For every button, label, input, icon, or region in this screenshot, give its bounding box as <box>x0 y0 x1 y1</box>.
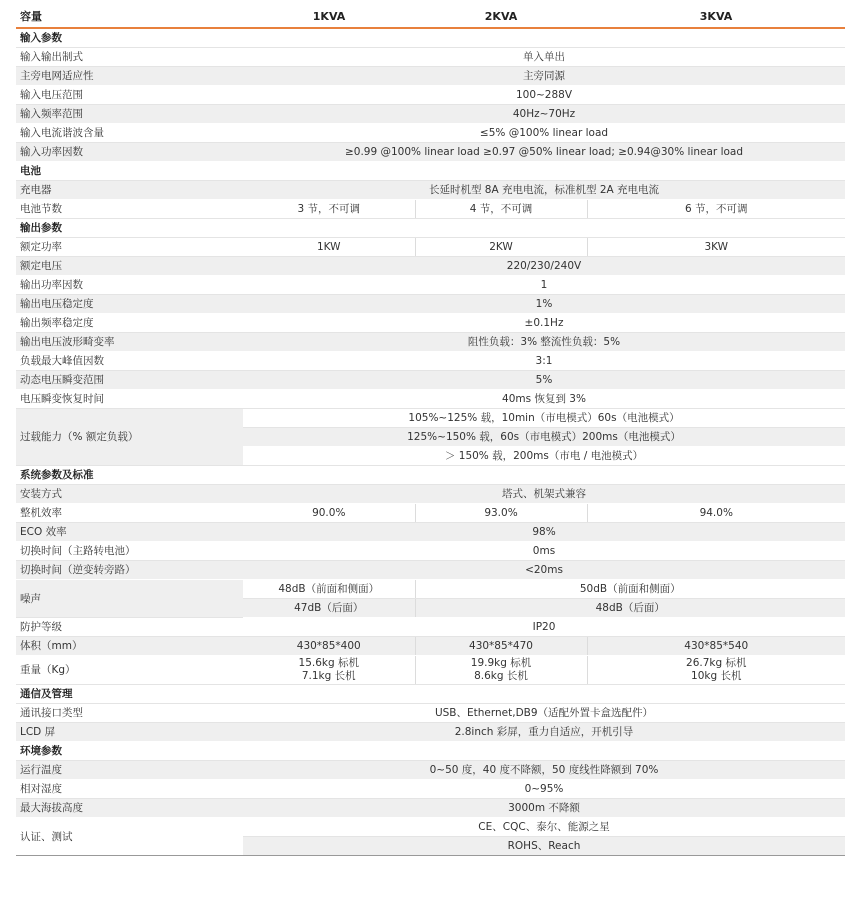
weight-standard: 15.6kg 标机 <box>298 657 359 669</box>
row-value: 105%~125% 载，10min（市电模式）60s（电池模式） <box>243 409 845 428</box>
row-label: 输入输出制式 <box>16 48 243 67</box>
row-value: <20ms <box>243 561 845 580</box>
section-title: 输入参数 <box>16 28 845 48</box>
weight-long: 10kg 长机 <box>691 670 742 682</box>
table-row <box>16 390 845 409</box>
table-row <box>16 124 845 143</box>
table-row <box>16 761 845 780</box>
row-label: 电压瞬变恢复时间 <box>16 390 243 409</box>
row-label: 相对湿度 <box>16 780 243 799</box>
row-label: 电池节数 <box>16 200 243 219</box>
table-row <box>16 86 845 105</box>
row-value-1kva <box>243 656 415 685</box>
row-label: 主旁电网适应性 <box>16 67 243 86</box>
row-value: 40ms 恢复到 3% <box>243 390 845 409</box>
row-value-2-3kva: 50dB（前面和侧面） <box>415 580 845 599</box>
table-row <box>16 542 845 561</box>
row-value-2kva: 2KW <box>415 238 587 257</box>
table-row <box>16 143 845 162</box>
section-title: 系统参数及标准 <box>16 466 845 485</box>
row-value: 5% <box>243 371 845 390</box>
table-row <box>16 295 845 314</box>
table-row <box>16 238 845 257</box>
header-capacity: 容量 <box>16 5 243 28</box>
weight-long: 8.6kg 长机 <box>474 670 528 682</box>
section-system <box>16 466 845 485</box>
table-row <box>16 67 845 86</box>
row-value: USB、Ethernet,DB9（适配外置卡盒选配件） <box>243 704 845 723</box>
section-environment <box>16 742 845 761</box>
row-value: IP20 <box>243 618 845 637</box>
table-row <box>16 257 845 276</box>
section-title: 电池 <box>16 162 845 181</box>
section-communication <box>16 685 845 704</box>
row-value: 主旁同源 <box>243 67 845 86</box>
section-input <box>16 28 845 48</box>
table-row <box>16 637 845 656</box>
table-row <box>16 409 845 428</box>
row-value: 塔式、机架式兼容 <box>243 485 845 504</box>
row-value-3kva <box>587 656 845 685</box>
row-label: 过载能力（% 额定负载） <box>16 409 243 466</box>
row-label: 输入电流谐波含量 <box>16 124 243 143</box>
row-value: 3:1 <box>243 352 845 371</box>
weight-long: 7.1kg 长机 <box>301 670 356 682</box>
row-value-2kva: 93.0% <box>415 504 587 523</box>
row-value: ≤5% @100% linear load <box>243 124 845 143</box>
row-label: 输出功率因数 <box>16 276 243 295</box>
row-label: LCD 屏 <box>16 723 243 742</box>
row-value: 单入单出 <box>243 48 845 67</box>
row-label: 切换时间（主路转电池） <box>16 542 243 561</box>
row-value-1kva: 3 节，不可调 <box>243 200 415 219</box>
weight-standard: 19.9kg 标机 <box>470 657 532 669</box>
row-value: ROHS、Reach <box>243 837 845 856</box>
table-row <box>16 818 845 837</box>
row-value-2kva: 430*85*470 <box>415 637 587 656</box>
row-label: 防护等级 <box>16 618 243 637</box>
row-value: 98% <box>243 523 845 542</box>
row-value-2kva: 4 节，不可调 <box>415 200 587 219</box>
table-row <box>16 723 845 742</box>
table-row <box>16 276 845 295</box>
table-row <box>16 181 845 200</box>
header-3kva: 3KVA <box>587 5 845 28</box>
row-value-3kva: 6 节，不可调 <box>587 200 845 219</box>
row-value-2kva <box>415 656 587 685</box>
row-value: CE、CQC、泰尔、能源之星 <box>243 818 845 837</box>
row-value: 220/230/240V <box>243 257 845 276</box>
row-label: 运行温度 <box>16 761 243 780</box>
row-label: 充电器 <box>16 181 243 200</box>
row-value-3kva: 94.0% <box>587 504 845 523</box>
table-row <box>16 105 845 124</box>
row-value: 0~50 度，40 度不降额，50 度线性降额到 70% <box>243 761 845 780</box>
table-row <box>16 561 845 580</box>
row-value: ＞ 150% 载，200ms（市电 / 电池模式） <box>243 447 845 466</box>
table-row <box>16 333 845 352</box>
row-value: 3000m 不降额 <box>243 799 845 818</box>
row-value: 1% <box>243 295 845 314</box>
table-row <box>16 780 845 799</box>
row-value: 125%~150% 载，60s（市电模式）200ms（电池模式） <box>243 428 845 447</box>
table-row <box>16 799 845 818</box>
weight-standard: 26.7kg 标机 <box>686 657 747 669</box>
row-label: 整机效率 <box>16 504 243 523</box>
table-row <box>16 656 845 685</box>
row-label: ECO 效率 <box>16 523 243 542</box>
row-label: 切换时间（逆变转旁路） <box>16 561 243 580</box>
table-row <box>16 580 845 599</box>
row-value-1kva: 48dB（前面和侧面） <box>243 580 415 599</box>
row-label: 额定电压 <box>16 257 243 276</box>
row-label: 输入频率范围 <box>16 105 243 124</box>
table-header-row <box>16 5 845 28</box>
row-value-1kva: 430*85*400 <box>243 637 415 656</box>
row-value: ≥0.99 @100% linear load ≥0.97 @50% linear load; ≥0.94@30% linear load <box>243 143 845 162</box>
row-label: 额定功率 <box>16 238 243 257</box>
row-value-3kva: 3KW <box>587 238 845 257</box>
table-row <box>16 314 845 333</box>
table-row <box>16 523 845 542</box>
table-row <box>16 704 845 723</box>
row-label: 输出电压波形畸变率 <box>16 333 243 352</box>
table-row <box>16 485 845 504</box>
row-value: 长延时机型 8A 充电电流，标准机型 2A 充电电流 <box>243 181 845 200</box>
table-row <box>16 352 845 371</box>
section-title: 通信及管理 <box>16 685 845 704</box>
row-value-1kva: 90.0% <box>243 504 415 523</box>
row-value: 100~288V <box>243 86 845 105</box>
row-label: 输入电压范围 <box>16 86 243 105</box>
row-label: 通讯接口类型 <box>16 704 243 723</box>
section-battery <box>16 162 845 181</box>
row-label: 输出电压稳定度 <box>16 295 243 314</box>
table-row <box>16 48 845 67</box>
section-output <box>16 219 845 238</box>
table-row <box>16 504 845 523</box>
row-value: 1 <box>243 276 845 295</box>
row-label: 认证、测试 <box>16 818 243 856</box>
row-value-1kva: 1KW <box>243 238 415 257</box>
row-value-3kva: 430*85*540 <box>587 637 845 656</box>
row-value-1kva: 47dB（后面） <box>243 599 415 618</box>
row-value-2-3kva: 48dB（后面） <box>415 599 845 618</box>
row-label: 最大海拔高度 <box>16 799 243 818</box>
row-value: 40Hz~70Hz <box>243 105 845 124</box>
header-1kva: 1KVA <box>243 5 415 28</box>
row-value: ±0.1Hz <box>243 314 845 333</box>
row-label: 输入功率因数 <box>16 143 243 162</box>
section-title: 输出参数 <box>16 219 845 238</box>
row-value: 0~95% <box>243 780 845 799</box>
header-2kva: 2KVA <box>415 5 587 28</box>
spec-table <box>16 5 845 856</box>
table-row <box>16 200 845 219</box>
row-label: 安装方式 <box>16 485 243 504</box>
row-label: 动态电压瞬变范围 <box>16 371 243 390</box>
row-label: 负载最大峰值因数 <box>16 352 243 371</box>
row-label: 噪声 <box>16 580 243 618</box>
row-value: 2.8inch 彩屏，重力自适应，开机引导 <box>243 723 845 742</box>
table-row <box>16 618 845 637</box>
row-label: 重量（Kg） <box>16 656 243 685</box>
row-value: 阻性负载：3% 整流性负载：5% <box>243 333 845 352</box>
row-label: 体积（mm） <box>16 637 243 656</box>
row-value: 0ms <box>243 542 845 561</box>
section-title: 环境参数 <box>16 742 845 761</box>
table-row <box>16 371 845 390</box>
row-label: 输出频率稳定度 <box>16 314 243 333</box>
